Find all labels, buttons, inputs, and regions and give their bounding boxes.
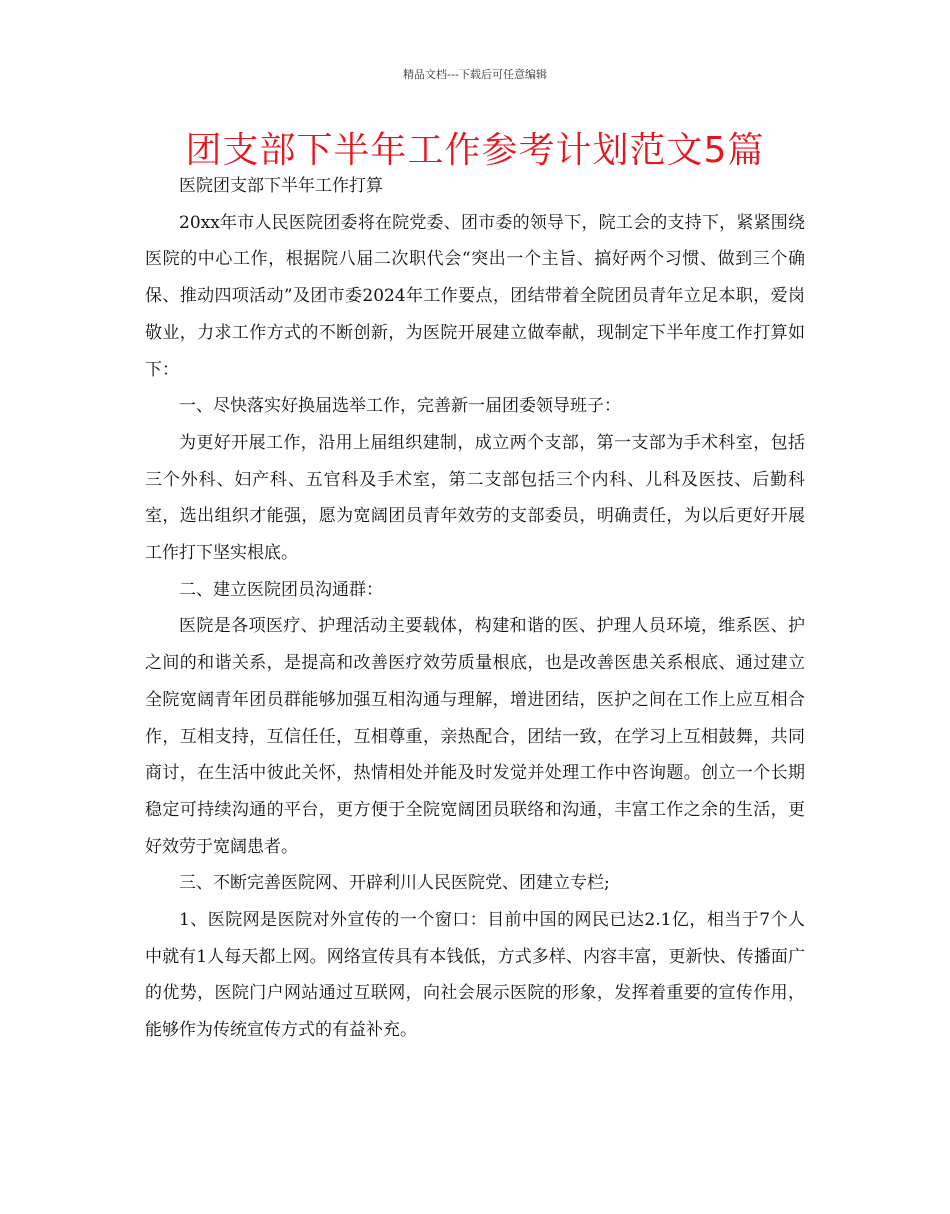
section-heading: 医院团支部下半年工作打算 [179, 176, 383, 196]
section-heading: 一、尽快落实好换届选举工作，完善新一届团委领导班子： [179, 396, 621, 417]
document-body [145, 168, 805, 1049]
paragraph: 医院是各项医疗、护理活动主要载体，构建和谐的医、护理人员环境，维系医、护之间的和谐关系，是提高和改善医疗效劳质量根底，也是改善医患关系根底、通过建立全院宽阔青年团员群能够加强互相沟通与理解，增进团结，医护之间在工作上应互相合作，互相支持，互信任任，互相尊重，亲热配合，团结一致，在学习上互相鼓舞，共同商讨，在生活中彼此关怀，热情相处并能及时发觉并处理工作中咨询题。创立一个长期稳定可持续沟通的平台，更方便于全院宽阔团员联络和沟通，丰富工作之余的生活，更好效劳于宽阔患者。 [145, 616, 805, 857]
section-heading: 三、不断完善医院网、开辟利川人民医院党、团建立专栏; [179, 873, 610, 894]
document-title: 团支部下半年工作参考计划范文5篇 [185, 130, 765, 171]
section-heading: 二、建立医院团员沟通群： [179, 579, 383, 600]
paragraph: 1、医院网是医院对外宣传的一个窗口：目前中国的网民已达2.1亿，相当于7个人中就有1人每天都上网。网络宣传具有本钱低，方式多样、内容丰富，更新快、传播面广的优势，医院门户网站通过互联网，向社会展示医院的形象，发挥着重要的宣传作用，能够作为传统宣传方式的有益补充。 [145, 910, 805, 1041]
paragraph: 为更好开展工作，沿用上届组织建制，成立两个支部，第一支部为手术科室，包括三个外科、妇产科、五官科及手术室，第二支部包括三个内科、儿科及医技、后勤科室，选出组织才能强，愿为宽阔团员青年效劳的支部委员，明确责任，为以后更好开展工作打下坚实根底。 [145, 432, 805, 564]
header-note: 精品文档---下载后可任意编辑 [403, 68, 547, 81]
paragraph: 20xx年市人民医院团委将在院党委、团市委的领导下，院工会的支持下，紧紧围绕医院的中心工作，根据院八届二次职代会“突出一个主旨、搞好两个习惯、做到三个确保、推动四项活动”及团市委2024年工作要点，团结带着全院团员青年立足本职，爱岗敬业，力求工作方式的不断创新，为医院开展建立做奉献，现制定下半年度工作打算如下： [145, 212, 805, 380]
